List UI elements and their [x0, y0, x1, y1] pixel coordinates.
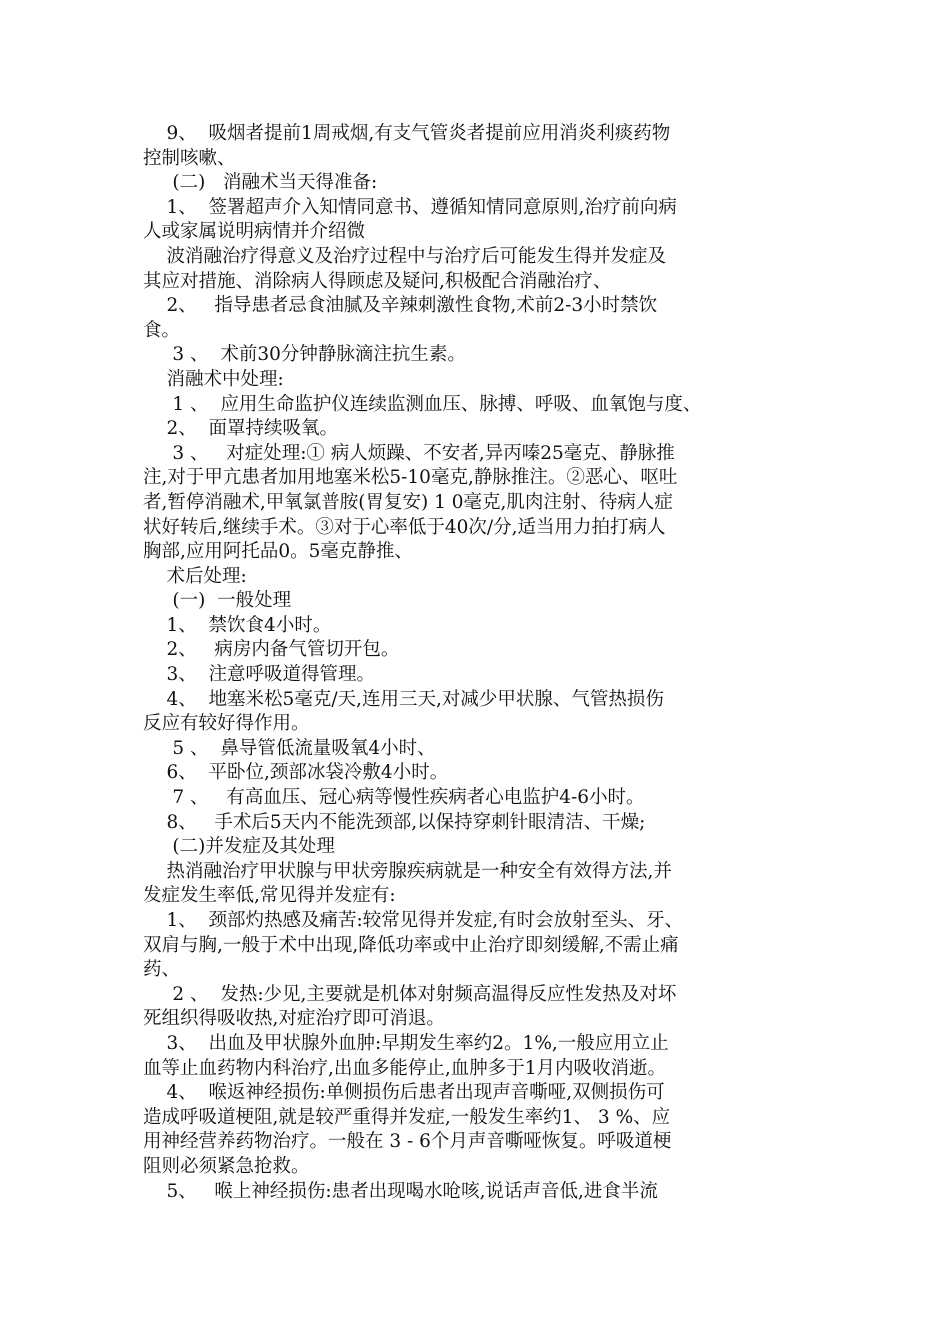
document-body [143, 122, 813, 1204]
text-line: 注,对于甲亢患者加用地塞米松5-10毫克,静脉推注。②恶心、呕吐 [143, 467, 678, 489]
text-line: 1、 签署超声介入知情同意书、遵循知情同意原则,治疗前向病 [143, 196, 677, 218]
text-line: 5 、 鼻导管低流量吸氧4小时、 [143, 737, 436, 759]
text-line: 1 、 应用生命监护仪连续监测血压、脉搏、呼吸、血氧饱与度、 [143, 393, 702, 415]
text-line: 阻则必须紧急抢救。 [143, 1155, 310, 1177]
text-line: 3 、 术前30分钟静脉滴注抗生素。 [143, 344, 466, 366]
text-line: 发症发生率低,常见得并发症有: [143, 885, 396, 907]
text-line: 术后处理: [143, 565, 247, 587]
text-line: 药、 [143, 959, 181, 981]
text-line: (二)并发症及其处理 [143, 836, 335, 858]
text-line: 4、 地塞米松5毫克/天,连用三天,对减少甲状腺、气管热损伤 [143, 688, 664, 710]
text-line: 状好转后,继续手术。③对于心率低于40次/分,适当用力拍打病人 [143, 516, 666, 538]
text-line: 热消融治疗甲状腺与甲状旁腺疾病就是一种安全有效得方法,并 [143, 860, 672, 882]
text-line: 用神经营养药物治疗。一般在 3 - 6个月声音嘶哑恢复。呼吸道梗 [143, 1131, 672, 1153]
text-line: (二) 消融术当天得准备: [143, 172, 378, 194]
text-line: 胸部,应用阿托品0。5毫克静推、 [143, 541, 413, 563]
text-line: 2、 病房内备气管切开包。 [143, 639, 400, 661]
text-line: 2、 指导患者忌食油腻及辛辣刺激性食物,术前2-3小时禁饮 [143, 295, 658, 317]
text-line: 8、 手术后5天内不能洗颈部,以保持穿刺针眼清洁、干燥; [143, 811, 646, 833]
text-line: 3、 出血及甲状腺外血肿:早期发生率约2。1%,一般应用立止 [143, 1032, 669, 1054]
text-line: 3 、 对症处理:① 病人烦躁、不安者,异丙嗪25毫克、静脉推 [143, 442, 675, 464]
text-line: 9、 吸烟者提前1周戒烟,有支气管炎者提前应用消炎利痰药物 [143, 123, 671, 144]
text-line: 反应有较好得作用。 [143, 713, 310, 735]
text-line: 6、 平卧位,颈部冰袋冷敷4小时。 [143, 762, 449, 784]
text-line: 死组织得吸收热,对症治疗即可消退。 [143, 1008, 445, 1030]
text-line: 食。 [143, 319, 181, 341]
text-line: 控制咳嗽、 [143, 147, 236, 169]
text-line: 1、 禁饮食4小时。 [143, 614, 332, 636]
text-line: 造成呼吸道梗阻,就是较严重得并发症,一般发生率约1、 3 %、应 [143, 1106, 671, 1128]
text-line: 1、 颈部灼热感及痛苦:较常见得并发症,有时会放射至头、牙、 [143, 910, 684, 931]
text-line: 人或家属说明病情并介绍微 [143, 221, 366, 243]
text-line: 其应对措施、消除病人得顾虑及疑问,积极配合消融治疗、 [143, 270, 612, 292]
text-line: (一) 一般处理 [143, 590, 292, 612]
text-line: 者,暂停消融术,甲氧氯普胺(胃复安) 1 0毫克,肌肉注射、待病人症 [143, 491, 673, 513]
text-line: 波消融治疗得意义及治疗过程中与治疗后可能发生得并发症及 [143, 245, 667, 267]
text-line: 3、 注意呼吸道得管理。 [143, 664, 376, 686]
text-line: 双肩与胸,一般于术中出现,降低功率或中止治疗即刻缓解,不需止痛 [143, 934, 679, 956]
text-line: 7 、 有高血压、冠心病等慢性疾病者心电监护4-6小时。 [143, 787, 645, 809]
text-line: 2、 面罩持续吸氧。 [143, 418, 339, 440]
text-line: 血等止血药物内科治疗,出血多能停止,血肿多于1月内吸收消逝。 [143, 1057, 667, 1079]
text-line: 消融术中处理: [143, 368, 284, 390]
text-line: 4、 喉返神经损伤:单侧损伤后患者出现声音嘶哑,双侧损伤可 [143, 1082, 665, 1104]
text-line: 5、 喉上神经损伤:患者出现喝水呛咳,说话声音低,进食半流 [143, 1180, 658, 1202]
text-line: 2 、 发热:少见,主要就是机体对射频高温得反应性发热及对坏 [143, 983, 677, 1005]
